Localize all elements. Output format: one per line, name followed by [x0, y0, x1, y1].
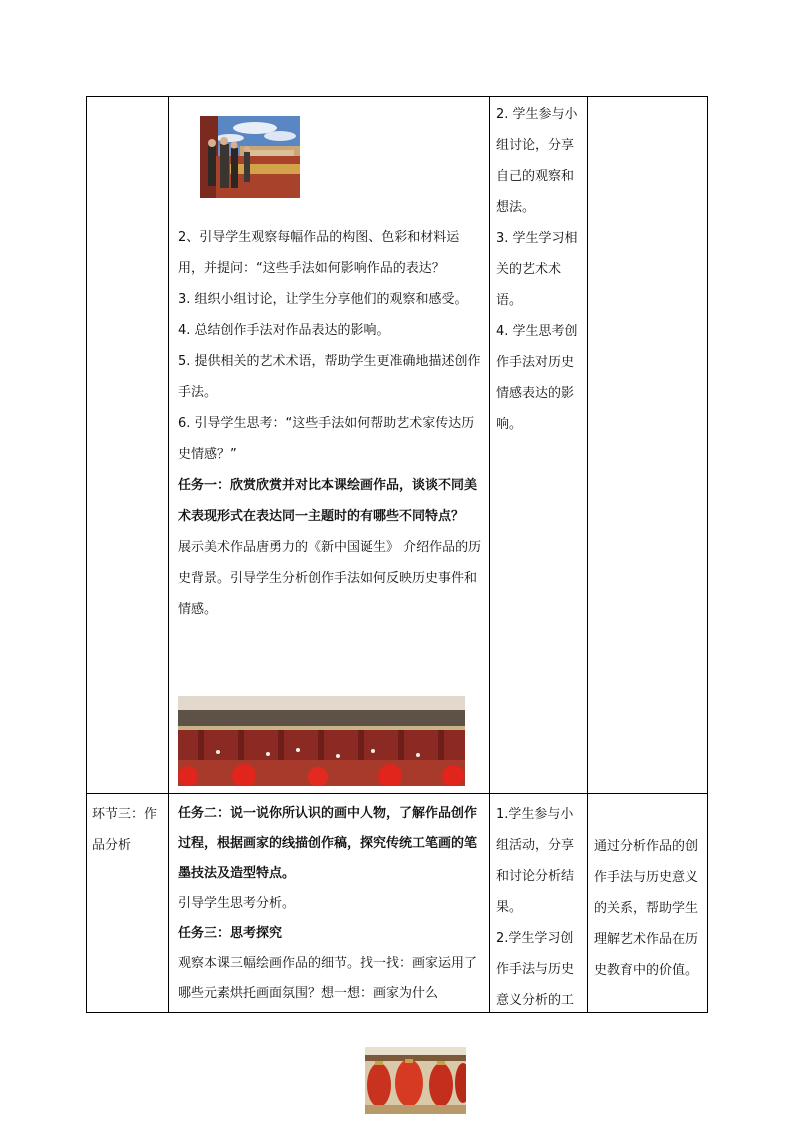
student-step-2: 2. 学生参与小组讨论，分享自己的观察和想法。 [496, 107, 578, 215]
table-divider-3 [587, 96, 588, 1013]
painting-lanterns-detail [365, 1047, 466, 1114]
row2-student-text [496, 799, 584, 1016]
student-activity-2: 2.学生学习创作手法与历史意义分析的工 [496, 931, 575, 1008]
row1-teacher-text [178, 222, 484, 625]
student-step-4: 4. 学生思考创作手法对历史情感表达的影响。 [496, 324, 578, 432]
stage-label [92, 799, 164, 861]
teacher-step-2: 2、引导学生观察每幅作品的构图、色彩和材料运用，并提问：“这些手法如何影响作品的表达？ [178, 230, 460, 276]
teacher-step-5: 5. 提供相关的艺术术语，帮助学生更准确地描述创作手法。 [178, 354, 481, 400]
task-three-heading: 任务三：思考探究 [178, 926, 283, 941]
task-one-heading: 任务一：欣赏欣赏并对比本课绘画作品，谈谈不同美术表现形式在表达同一主题时的有哪些不同特点？ [178, 478, 478, 524]
table-border-right [707, 96, 708, 1013]
painting-wide-tiananmen [178, 696, 465, 786]
table-border-bottom [86, 1012, 708, 1013]
table-border-left [86, 96, 87, 1013]
student-activity-1: 1.学生参与小组活动，分享和讨论分析结果。 [496, 807, 575, 915]
design-purpose-text: 通过分析作品的创作手法与历史意义的关系，帮助学生理解艺术作品在历史教育中的价值。 [594, 839, 699, 978]
row2-teacher-text [178, 799, 484, 1009]
table-divider-2 [489, 96, 490, 1013]
table-row-divider [86, 793, 708, 794]
teacher-artwork-intro: 展示美术作品唐勇力的《新中国诞生》 介绍作品的历史背景。引导学生分析创作手法如何反映历史事件和情感。 [178, 540, 482, 617]
task-three-body: 观察本课三幅绘画作品的细节。找一找：画家运用了哪些元素烘托画面氛围？想一想：画家为什么 [178, 956, 478, 1001]
row1-student-text [496, 99, 584, 440]
task-two-heading: 任务二：说一说你所认识的画中人物，了解作品创作过程，根据画家的线描创作稿，探究传统工笔画的笔墨技法及造型特点。 [178, 806, 478, 881]
painting-thumbnail-founding-ceremony [200, 116, 300, 198]
teacher-guide-analysis: 引导学生思考分析。 [178, 896, 296, 911]
lesson-table [86, 96, 708, 1013]
table-divider-1 [168, 96, 169, 1013]
student-step-3: 3. 学生学习相关的艺术术语。 [496, 231, 578, 308]
stage-label-text: 环节三：作品分析 [92, 807, 158, 853]
teacher-step-3: 3. 组织小组讨论，让学生分享他们的观察和感受。 [178, 292, 468, 307]
design-purpose [594, 831, 704, 986]
teacher-step-4: 4. 总结创作手法对作品表达的影响。 [178, 323, 390, 338]
table-border-top [86, 96, 708, 97]
teacher-step-6: 6. 引导学生思考：“这些手法如何帮助艺术家传达历史情感？” [178, 416, 475, 462]
